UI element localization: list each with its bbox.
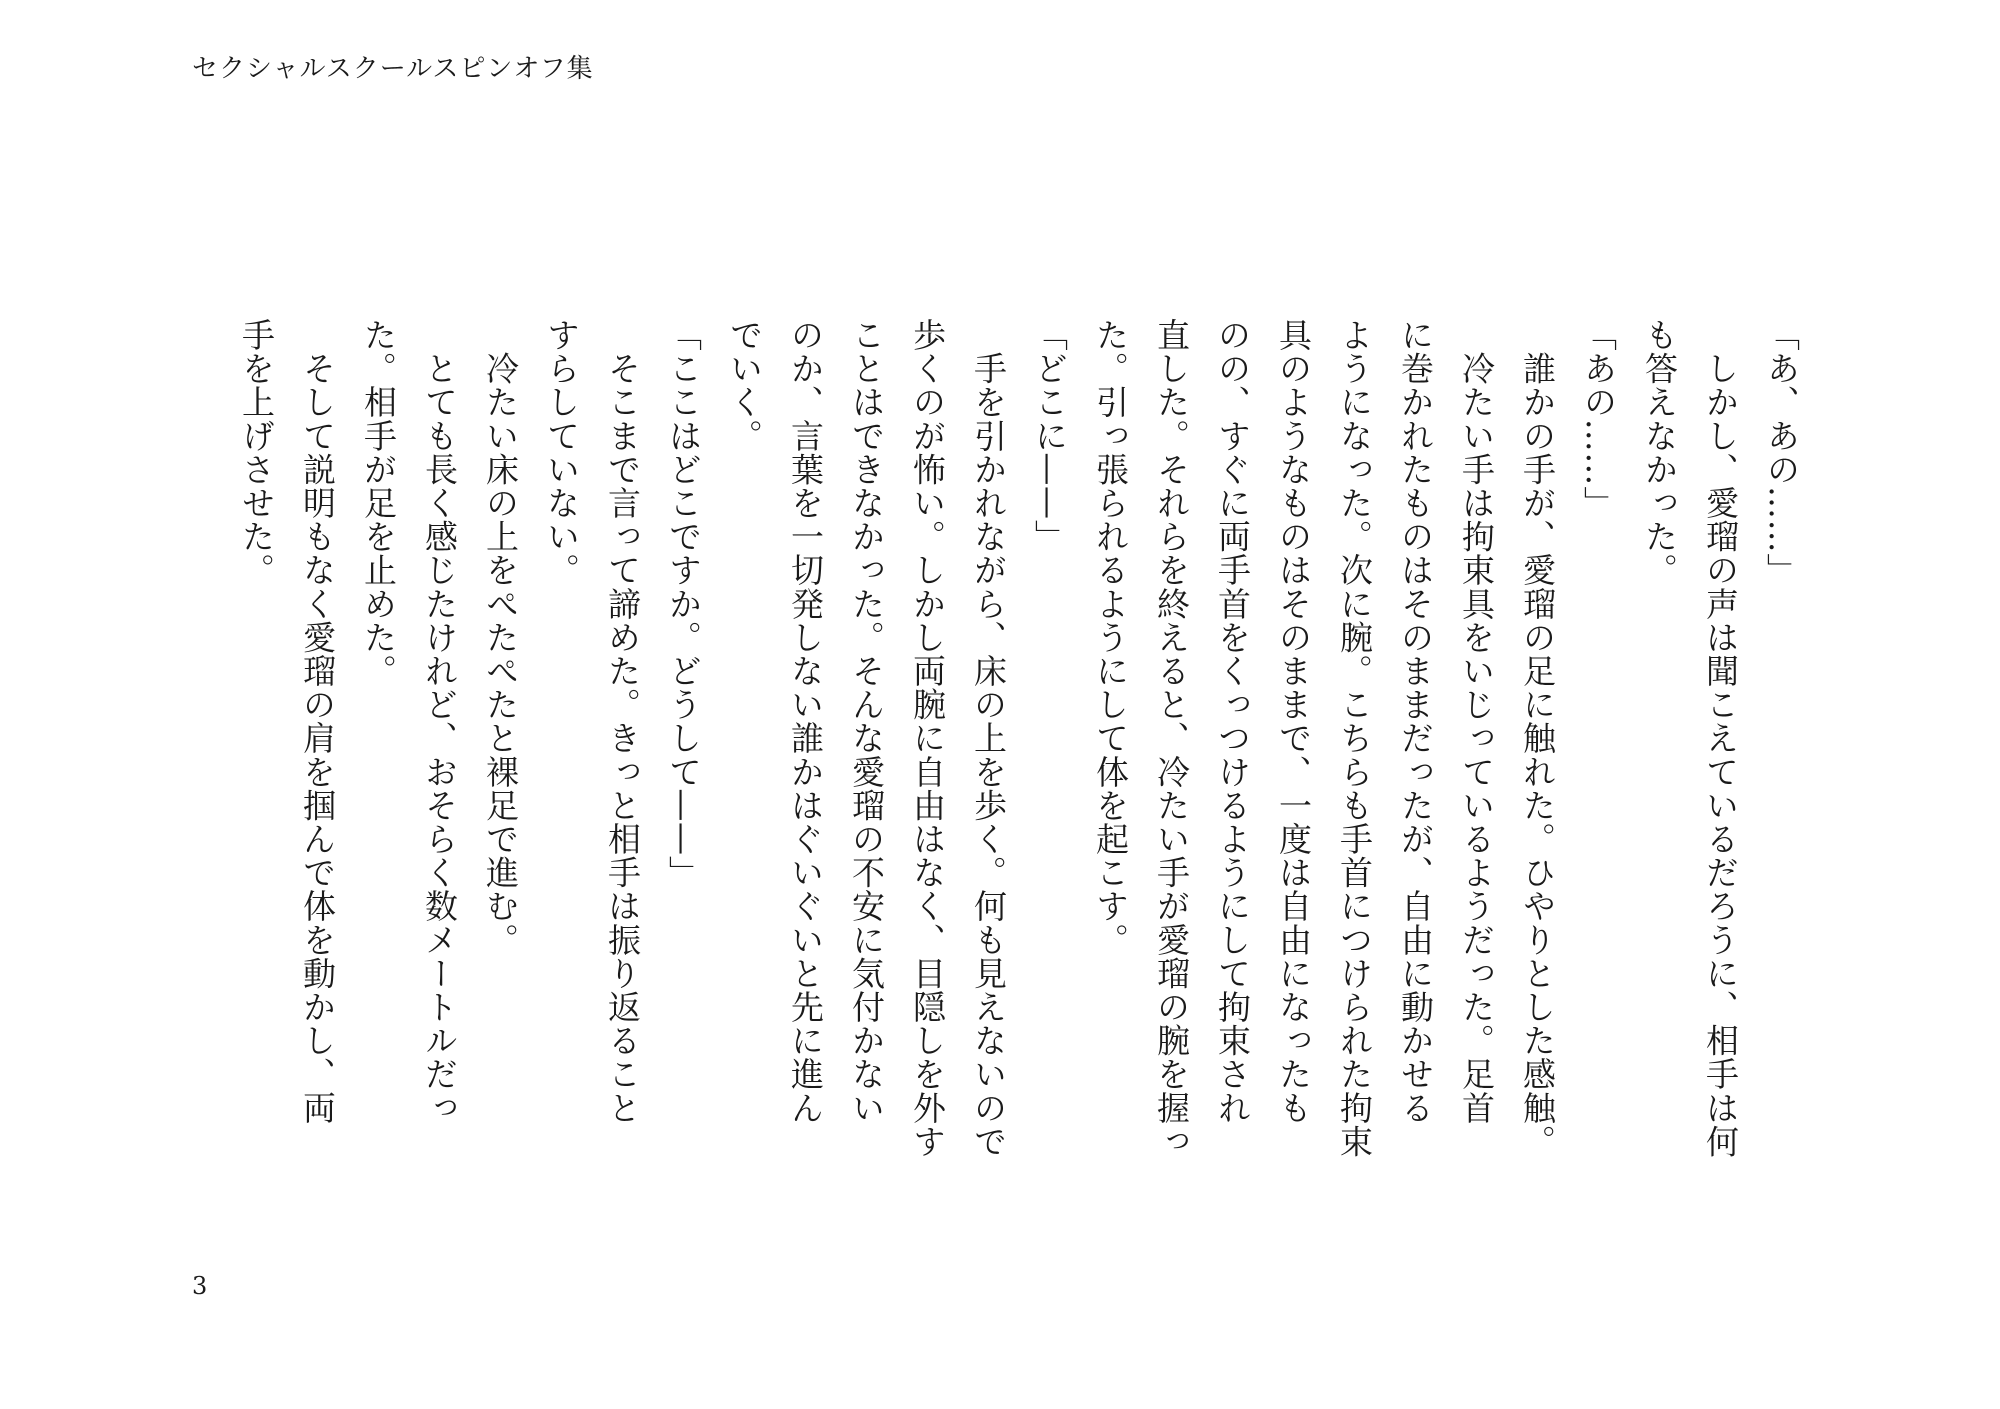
text-line: 直した。それらを終えると、冷たい手が愛瑠の腕を握っ: [1152, 318, 1191, 1158]
text-line: 「あ、あの……」: [1762, 318, 1801, 587]
text-line: ことはできなかった。そんな愛瑠の不安に気付かない: [847, 318, 886, 1125]
text-line: 具のようなものはそのままで、一度は自由になったも: [1274, 318, 1313, 1125]
text-line: そこまで言って諦めた。きっと相手は振り返ること: [603, 318, 642, 1125]
text-line: でいく。: [725, 318, 764, 453]
text-line: も答えなかった。: [1640, 318, 1679, 587]
page-number: 3: [192, 1272, 208, 1300]
text-line: すらしていない。: [542, 318, 581, 587]
text-line: 「ここはどこですか。どうして——」: [664, 318, 703, 890]
text-line: 冷たい手は拘束具をいじっているようだった。足首: [1457, 318, 1496, 1125]
text-line: のか、言葉を一切発しない誰かはぐいぐいと先に進ん: [786, 318, 825, 1125]
text-line: 手を上げさせた。: [237, 318, 276, 587]
text-line: とても長く感じたけれど、おそらく数メートルだっ: [420, 318, 459, 1125]
text-line: のの、すぐに両手首をくっつけるようにして拘束され: [1213, 318, 1252, 1125]
text-line: た。引っ張られるようにして体を起こす。: [1091, 318, 1130, 957]
text-line: 手を引かれながら、床の上を歩く。何も見えないので: [969, 318, 1008, 1158]
text-line: た。相手が足を止めた。: [359, 318, 398, 688]
text-line: しかし、愛瑠の声は聞こえているだろうに、相手は何: [1701, 318, 1740, 1158]
text-line: ようになった。次に腕。こちらも手首につけられた拘束: [1335, 318, 1374, 1158]
body-text: [226, 318, 1812, 1158]
text-line: そして説明もなく愛瑠の肩を掴んで体を動かし、両: [298, 318, 337, 1125]
text-line: に巻かれたものはそのままだったが、自由に動かせる: [1396, 318, 1435, 1125]
text-line: 「あの……」: [1579, 318, 1618, 520]
running-header: セクシャルスクールスピンオフ集: [192, 54, 594, 84]
text-line: 誰かの手が、愛瑠の足に触れた。ひやりとした感触。: [1518, 318, 1557, 1158]
text-line: 歩くのが怖い。しかし両腕に自由はなく、目隠しを外す: [908, 318, 947, 1158]
text-line: 冷たい床の上をぺたぺたと裸足で進む。: [481, 318, 520, 957]
text-line: 「どこに——」: [1030, 318, 1069, 554]
